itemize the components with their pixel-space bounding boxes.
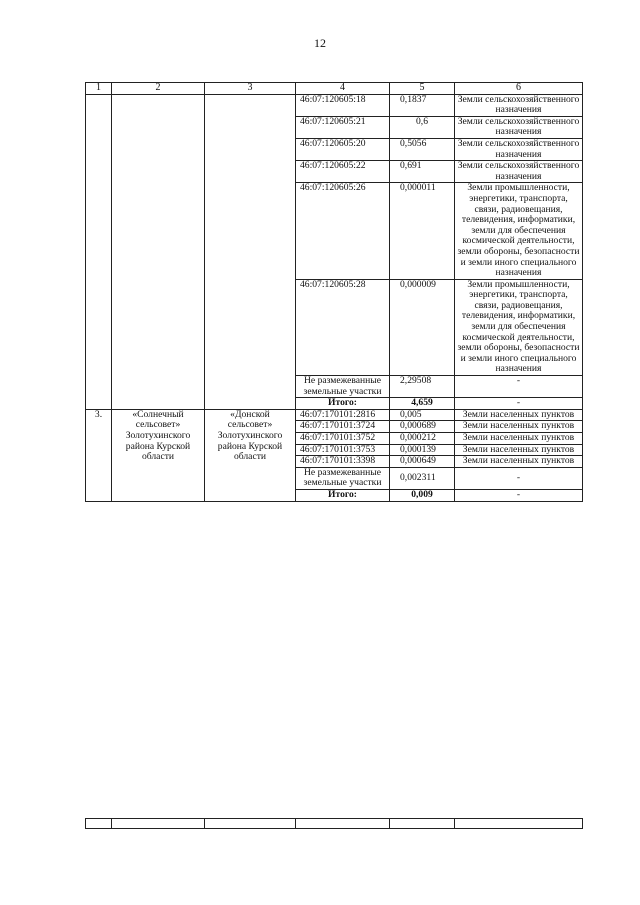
area-value: 2,29508	[390, 376, 455, 398]
header-col-2: 2	[112, 83, 205, 95]
area-value: 0,5056	[390, 138, 455, 160]
cadastral-number: 46:07:120605:20	[296, 138, 390, 160]
land-category: Земли промышленности, энергетики, транспорта, связи, радиовещания, телевидения, информатики, земли для обеспечения космической деятельности, земли обороны, безопасности и земли иного специального назначения	[455, 279, 583, 375]
area-value: 0,1837	[390, 94, 455, 116]
empty-table-fragment	[85, 818, 583, 829]
empty-row	[86, 819, 583, 829]
total-category: -	[455, 489, 583, 501]
area-value: 0,6	[390, 116, 455, 138]
empty-cell	[390, 819, 455, 829]
area-value: 0,000009	[390, 279, 455, 375]
empty-cell	[205, 819, 296, 829]
area-value: 0,000212	[390, 433, 455, 445]
area-value: 0,000139	[390, 444, 455, 456]
unsurveyed-parcels-label: Не размежеванные земельные участки	[296, 376, 390, 398]
table-row	[86, 94, 583, 116]
land-category: Земли населенных пунктов	[455, 421, 583, 433]
cadastral-number: 46:07:120605:18	[296, 94, 390, 116]
cadastral-number: 46:07:170101:3752	[296, 433, 390, 445]
cadastral-number: 46:07:120605:21	[296, 116, 390, 138]
cadastral-number: 46:07:170101:2816	[296, 409, 390, 421]
header-col-6: 6	[455, 83, 583, 95]
area-value: 0,005	[390, 409, 455, 421]
total-category: -	[455, 398, 583, 410]
land-category: Земли населенных пунктов	[455, 444, 583, 456]
area-value: 0,000689	[390, 421, 455, 433]
empty-cell	[86, 819, 112, 829]
cadastral-number: 46:07:120605:22	[296, 161, 390, 183]
cadastral-number: 46:07:170101:3753	[296, 444, 390, 456]
page-number: 12	[314, 36, 326, 50]
row-number-cell	[86, 94, 112, 409]
unsurveyed-parcels-label: Не размежеванные земельные участки	[296, 467, 390, 489]
header-row	[86, 83, 583, 95]
land-category: Земли сельскохозяйственного назначения	[455, 94, 583, 116]
total-value: 0,009	[390, 489, 455, 501]
land-category: Земли населенных пунктов	[455, 456, 583, 468]
land-category: Земли населенных пунктов	[455, 409, 583, 421]
to-municipality-cell	[205, 94, 296, 409]
from-municipality-cell	[112, 94, 205, 409]
land-category: Земли промышленности, энергетики, транспорта, связи, радиовещания, телевидения, информатики, земли для обеспечения космической деятельности, земли обороны, безопасности и земли иного специального назначения	[455, 183, 583, 279]
empty-cell	[455, 819, 583, 829]
to-municipality-cell: «Донской сельсовет» Золотухинского района Курской области	[205, 409, 296, 501]
header-col-4: 4	[296, 83, 390, 95]
header-col-3: 3	[205, 83, 296, 95]
cadastral-number: 46:07:170101:3398	[296, 456, 390, 468]
table-row	[86, 409, 583, 421]
area-value: 0,000011	[390, 183, 455, 279]
land-category: -	[455, 376, 583, 398]
land-category: Земли сельскохозяйственного назначения	[455, 138, 583, 160]
land-category: -	[455, 467, 583, 489]
total-value: 4,659	[390, 398, 455, 410]
cadastral-number: 46:07:120605:28	[296, 279, 390, 375]
empty-cell	[112, 819, 205, 829]
header-col-5: 5	[390, 83, 455, 95]
empty-cell	[296, 819, 390, 829]
cadastral-number: 46:07:120605:26	[296, 183, 390, 279]
header-col-1: 1	[86, 83, 112, 95]
from-municipality-cell: «Солнечный сельсовет» Золотухинского района Курской области	[112, 409, 205, 501]
total-label: Итого:	[296, 489, 390, 501]
area-value: 0,002311	[390, 467, 455, 489]
row-number-cell: 3.	[86, 409, 112, 501]
area-value: 0,691	[390, 161, 455, 183]
total-label: Итого:	[296, 398, 390, 410]
land-category: Земли населенных пунктов	[455, 433, 583, 445]
area-value: 0,000649	[390, 456, 455, 468]
land-category: Земли сельскохозяйственного назначения	[455, 116, 583, 138]
cadastral-number: 46:07:170101:3724	[296, 421, 390, 433]
land-category: Земли сельскохозяйственного назначения	[455, 161, 583, 183]
land-parcels-table	[85, 82, 583, 502]
